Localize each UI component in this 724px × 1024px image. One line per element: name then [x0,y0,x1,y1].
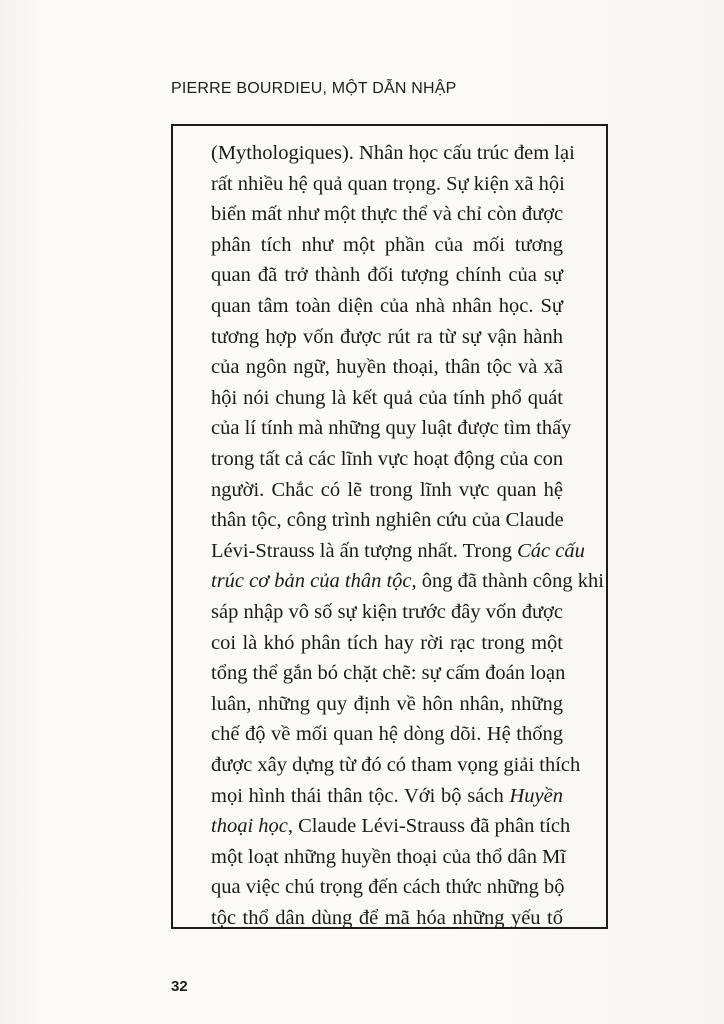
text-line [211,381,563,415]
text-run: một loạt những huyền thoại của thổ dân Mĩ [211,845,566,868]
text-run: phân tích như một phần của mối tương [211,233,563,256]
text-run: tương hợp vốn được rút ra từ sự vận hành [211,325,563,348]
text-run: hội nói chung là kết quả của tính phổ quát [211,386,563,409]
text-run: , ông đã thành công khi [411,570,604,593]
page-number: 32 [171,978,188,995]
text-run: tổng thể gắn bó chặt chẽ: sự cấm đoán loạn [211,662,566,685]
running-head: PIERRE BOURDIEU, MỘT DẪN NHẬP [171,80,457,97]
text-line [211,687,563,721]
text-run: thân tộc, công trình nghiên cứu của Claude [211,509,564,532]
text-line [211,595,563,629]
italic-title: trúc cơ bản của thân tộc [211,570,412,593]
text-run: coi là khó phân tích hay rời rạc trong một [211,631,563,654]
text-line [211,411,572,445]
text-line [211,656,566,690]
text-line [211,473,563,507]
text-run: quan đã trở thành đối tượng chính của sự [211,264,563,287]
text-line [211,870,563,904]
text-frame [171,124,608,929]
text-run: biến mất như một thực thể và chỉ còn được [211,203,564,226]
text-line [211,626,563,660]
text-line [211,564,604,598]
text-run: (Mythologiques). Nhân học cấu trúc đem lại [211,142,575,164]
text-run: rất nhiều hệ quả quan trọng. Sự kiện xã hội [211,172,565,195]
text-line [211,534,585,568]
text-run: tộc thổ dân dùng để mã hóa những yếu tố [211,907,563,929]
text-run: của ngôn ngữ, huyền thoại, thân tộc và xã [211,356,563,379]
text-line [211,503,563,537]
text-line [211,748,581,782]
italic-title: thoại học [211,815,288,838]
text-run: người. Chắc có lẽ trong lĩnh vực quan hệ [211,478,563,501]
text-run: của lí tính mà những quy luật được tìm thấy [211,417,572,440]
text-run: mọi hình thái thân tộc. Với bộ sách [211,784,510,807]
text-run: quan tâm toàn diện của nhà nhân học. Sự [211,295,563,317]
text-run: Lévi-Strauss là ấn tượng nhất. Trong [211,539,518,562]
text-line [211,840,566,874]
text-run: qua việc chú trọng đến cách thức những bộ [211,876,565,899]
text-run: trong tất cả các lĩnh vực hoạt động của con [211,448,564,470]
text-run: được xây dựng từ đó có tham vọng giải thích [211,754,581,776]
text-line [211,901,563,935]
text-line [211,228,563,262]
text-line [211,167,563,201]
text-line [211,717,563,751]
text-line [211,136,575,170]
text-line [211,442,563,476]
text-run: luân, những quy định về hôn nhân, những [211,692,563,715]
text-run: chế độ về mối quan hệ dòng dõi. Hệ thống [211,723,563,746]
italic-title: Huyền [509,784,563,807]
text-line [211,197,563,231]
text-run: , Claude Lévi-Strauss đã phân tích [287,815,571,838]
text-line [211,289,563,323]
text-line [211,258,563,292]
text-line [211,779,563,813]
text-run: sáp nhập vô số sự kiện trước đây vốn được [211,601,563,623]
italic-title: Các cấu [517,539,585,562]
text-line [211,350,563,384]
text-line [211,320,563,354]
text-line [211,809,571,843]
